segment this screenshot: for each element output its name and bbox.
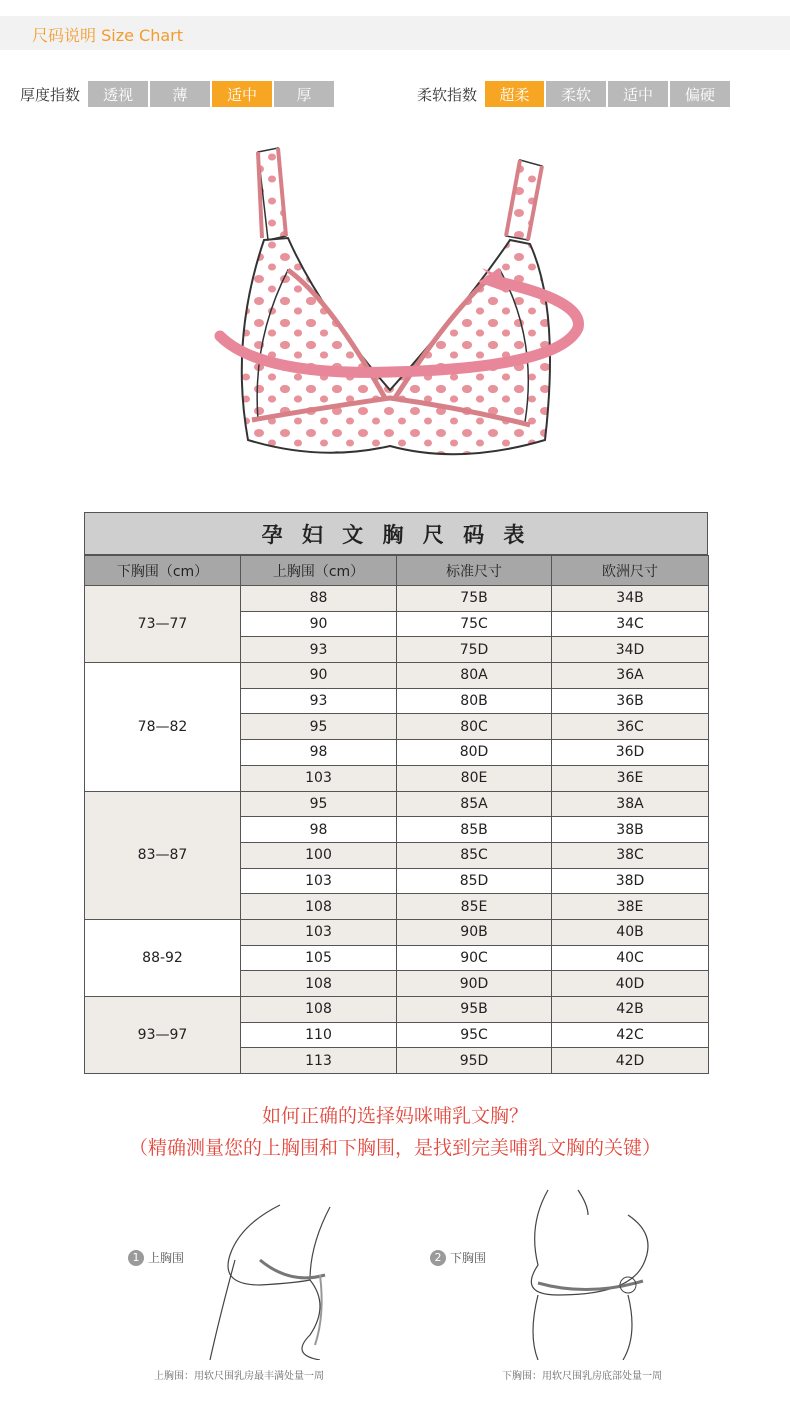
eu-size-cell: 40C: [552, 945, 709, 971]
standard-size-cell: 95D: [397, 1048, 552, 1074]
softness-option-medium: 适中: [608, 81, 668, 107]
thickness-option-see-through: 透视: [88, 81, 148, 107]
standard-size-cell: 80E: [397, 765, 552, 791]
upper-bust-caption: 上胸围：用软尺围乳房最丰满处量一周: [154, 1371, 324, 1382]
eu-size-cell: 36B: [552, 688, 709, 714]
eu-size-cell: 40D: [552, 971, 709, 997]
table-title: 孕 妇 文 胸 尺 码 表: [84, 512, 708, 555]
table-row: [85, 586, 709, 612]
upper-bust-cell: 100: [241, 842, 397, 868]
step-2-label: 下胸围: [450, 1251, 487, 1265]
eu-size-cell: 38B: [552, 817, 709, 843]
standard-size-cell: 85C: [397, 842, 552, 868]
table-row: [85, 791, 709, 817]
eu-size-cell: 34B: [552, 586, 709, 612]
softness-label: 柔软指数: [417, 85, 478, 104]
upper-bust-figure: [120, 1185, 380, 1360]
step-1-label: 上胸围: [148, 1251, 185, 1265]
size-grid: [84, 555, 709, 1074]
standard-size-cell: 95C: [397, 1022, 552, 1048]
eu-size-cell: 40B: [552, 919, 709, 945]
eu-size-cell: 36D: [552, 740, 709, 766]
standard-size-cell: 75C: [397, 611, 552, 637]
size-table: [84, 512, 708, 1074]
question-subtitle: （精确测量您的上胸围和下胸围，是找到完美哺乳文胸的关键）: [128, 1137, 661, 1159]
upper-bust-cell: 105: [241, 945, 397, 971]
upper-bust-cell: 108: [241, 997, 397, 1023]
eu-size-cell: 38E: [552, 894, 709, 920]
upper-bust-cell: 110: [241, 1022, 397, 1048]
header-standard-size: 标准尺寸: [397, 556, 552, 586]
softness-option-firm: 偏硬: [670, 81, 730, 107]
standard-size-cell: 85B: [397, 817, 552, 843]
table-row: [85, 663, 709, 689]
standard-size-cell: 95B: [397, 997, 552, 1023]
eu-size-cell: 38D: [552, 868, 709, 894]
step-1-number: 1: [128, 1250, 144, 1266]
header-eu-size: 欧洲尺寸: [552, 556, 709, 586]
under-bust-range: 73—77: [85, 586, 241, 663]
upper-bust-cell: 93: [241, 637, 397, 663]
upper-bust-illustration: [120, 1185, 380, 1390]
under-bust-illustration: [428, 1185, 688, 1390]
table-row: [85, 919, 709, 945]
standard-size-cell: 80A: [397, 663, 552, 689]
thickness-option-thin: 薄: [150, 81, 210, 107]
upper-bust-cell: 103: [241, 868, 397, 894]
standard-size-cell: 75B: [397, 586, 552, 612]
upper-bust-cell: 113: [241, 1048, 397, 1074]
standard-size-cell: 80C: [397, 714, 552, 740]
upper-bust-cell: 98: [241, 817, 397, 843]
thickness-option-medium: 适中: [212, 81, 272, 107]
question-title: 如何正确的选择妈咪哺乳文胸？: [261, 1105, 528, 1127]
header-under-bust: 下胸围（cm）: [85, 556, 241, 586]
under-bust-range: 93—97: [85, 997, 241, 1074]
under-bust-range: 88-92: [85, 919, 241, 996]
under-bust-figure: [428, 1185, 688, 1360]
standard-size-cell: 90C: [397, 945, 552, 971]
eu-size-cell: 36A: [552, 663, 709, 689]
upper-bust-cell: 103: [241, 765, 397, 791]
page-title: 尺码说明 Size Chart: [32, 26, 183, 45]
bra-illustration: [200, 140, 600, 470]
eu-size-cell: 38C: [552, 842, 709, 868]
standard-size-cell: 85A: [397, 791, 552, 817]
thickness-label: 厚度指数: [20, 85, 81, 104]
upper-bust-cell: 90: [241, 611, 397, 637]
standard-size-cell: 90B: [397, 919, 552, 945]
under-bust-caption: 下胸围：用软尺围乳房底部处量一周: [502, 1371, 662, 1382]
upper-bust-cell: 95: [241, 714, 397, 740]
eu-size-cell: 42C: [552, 1022, 709, 1048]
standard-size-cell: 80B: [397, 688, 552, 714]
standard-size-cell: 90D: [397, 971, 552, 997]
under-bust-step: [430, 1249, 486, 1266]
standard-size-cell: 75D: [397, 637, 552, 663]
upper-bust-cell: 108: [241, 894, 397, 920]
standard-size-cell: 85D: [397, 868, 552, 894]
upper-bust-cell: 95: [241, 791, 397, 817]
softness-option-soft: 柔软: [546, 81, 606, 107]
bra-drawing: [200, 140, 600, 470]
thickness-option-thick: 厚: [274, 81, 334, 107]
upper-bust-cell: 98: [241, 740, 397, 766]
under-bust-range: 78—82: [85, 663, 241, 791]
standard-size-cell: 85E: [397, 894, 552, 920]
eu-size-cell: 34D: [552, 637, 709, 663]
upper-bust-cell: 108: [241, 971, 397, 997]
eu-size-cell: 36E: [552, 765, 709, 791]
softness-option-ultra-soft: 超柔: [485, 81, 544, 107]
standard-size-cell: 80D: [397, 740, 552, 766]
eu-size-cell: 34C: [552, 611, 709, 637]
table-row: [85, 997, 709, 1023]
thickness-index: [20, 81, 336, 107]
eu-size-cell: 38A: [552, 791, 709, 817]
upper-bust-cell: 88: [241, 586, 397, 612]
upper-bust-cell: 90: [241, 663, 397, 689]
under-bust-range: 83—87: [85, 791, 241, 919]
softness-index: [417, 81, 732, 107]
upper-bust-step: [128, 1249, 184, 1266]
upper-bust-cell: 103: [241, 919, 397, 945]
header-upper-bust: 上胸围（cm）: [241, 556, 397, 586]
eu-size-cell: 42D: [552, 1048, 709, 1074]
eu-size-cell: 36C: [552, 714, 709, 740]
upper-bust-cell: 93: [241, 688, 397, 714]
step-2-number: 2: [430, 1250, 446, 1266]
eu-size-cell: 42B: [552, 997, 709, 1023]
